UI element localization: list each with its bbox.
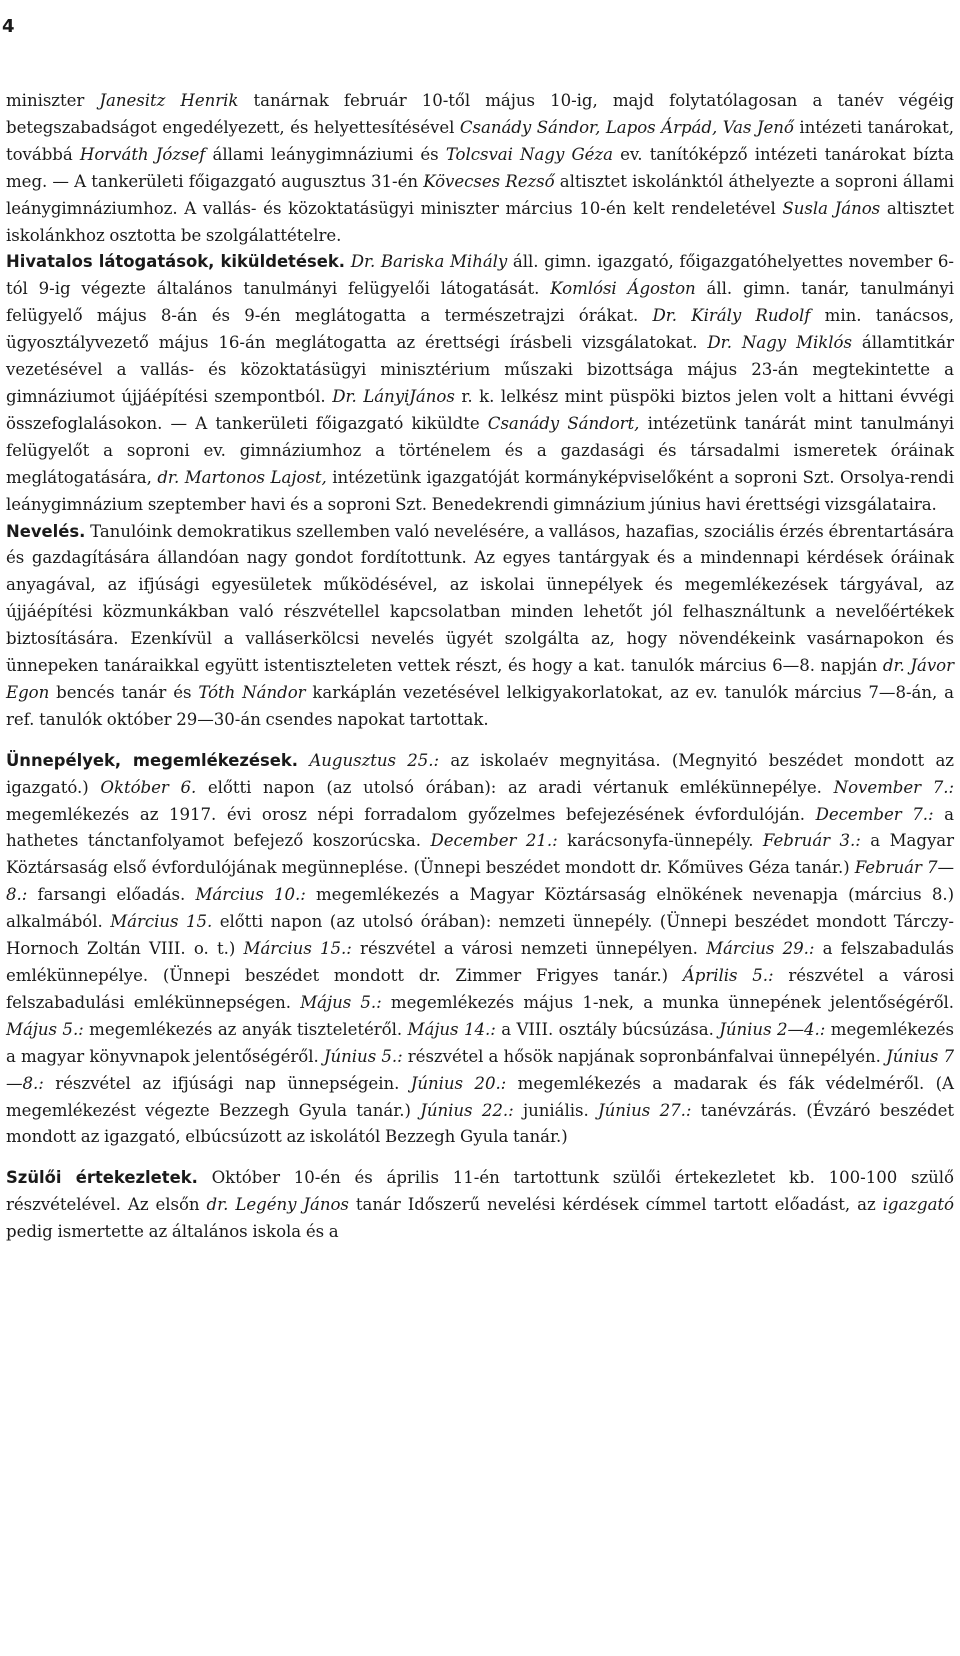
section-heading: Ünnepélyek, megemlékezések. [6,750,299,770]
text-run: előtti napon (az utolsó órában): az aradi vértanuk emlékünnepélye. [196,777,834,797]
text-run: Tanulóink demokratikus szellemben való nevelésére, a vallásos, hazafias, szociális érzés ébrentartására és gazdagítására állandóan nagy gondot fordítottunk. Az egyes tantárgyak és a mindennapi kérdések óráinak anyagával, az ifjúsági egyesületek működésével, az iskolai ünnepélyek és megemlékezések tárgyával, az újjáépítési közmunkákban való részvétellel kapcsolatban minden lehetőt jól felhasználtunk a nevelőértékek biztosítására. Ezenkívül a valláserkölcsi nevelés ügyét szolgálta az, hogy növendékeink vasárnapokon és ünnepeken tanáraikkal együtt istentiszteleten vettek részt, és hogy a kat. tanulók március 6—8. napján [6,521,954,676]
paragraph-parent-meetings [6,1165,954,1246]
text-run: karkáplán vezetésével lelkigyakorlatokat, az ev. tanulók március 7—8-án, a ref. tanulók október 29—30-án csendes napokat tartottak. [6,682,954,729]
text-run: tanárnak február 10-től május 10-ig, majd folytatólagosan a tanév végéig betegszabadságot engedélyezett, és helyettesítésével [6,91,954,137]
text-run: államtitkár vezetésével a vallás- és közoktatásügyi minisztérium műszaki bizottsága május 23-án megtekintette a gimnáziumot újjáépítési szempontból. [6,333,954,406]
text-run: a felszabadulás emlékünnepélye. (Ünnepi beszédet mondott dr. Zimmer Frigyes tanár.) [6,939,955,985]
section-heading: Nevelés. [6,521,86,541]
italic-name: Február 7—8.: [6,858,954,905]
text-run: tanár Időszerű nevelési kérdések címmel tartott előadást, az [348,1195,883,1215]
text-run: a Magyar Köztársaság első évfordulójának megünneplése. (Ünnepi beszédet mondott dr. Kőmüves Géza tanár.) [6,831,954,878]
italic-name: Kövecses Rezső [423,171,555,191]
italic-name: Március 10.: [195,885,306,905]
text-run: juniális. [513,1100,599,1120]
italic-name: Dr. LányiJános [332,386,455,406]
paragraph-staff-changes [6,88,954,249]
italic-name: Március 15.: [243,939,352,959]
page-number: 4 [2,16,15,37]
section-heading: Szülői értekezletek. [6,1168,198,1188]
paragraph-official-visits [6,249,954,518]
text-run: megemlékezés a madarak és fák védelméről. (A megemlékezést végezte Bezzegh Gyula tanár.) [6,1073,954,1120]
italic-name: November 7.: [833,777,954,797]
text-run: miniszter [6,91,100,110]
italic-name: Susla János [782,198,881,218]
italic-name: December 7.: [815,804,934,824]
italic-name: Dr. Király Rudolf [652,306,811,326]
text-run: áll. gimn. igazgató, főigazgatóhelyettes november 6-tól 9-ig végezte általános tanulmányi felügyelői látogatását. [6,252,954,299]
text-run: min. tanácsos, ügyosztályvezető május 16-án meglátogatta az érettségi írásbeli vizsgálatokat. [6,306,954,353]
italic-name: Janesitz Henrik [99,91,239,110]
italic-name: Június 2—4.: [719,1019,826,1039]
italic-name: Június 20.: [410,1073,507,1093]
italic-name: Június 22.: [420,1100,514,1120]
italic-name: Horváth József [79,144,206,164]
italic-name: December 21.: [430,831,558,851]
text-run: intézetünk tanárát mint tanulmányi felügyelőt a soproni ev. gimnáziumhoz a történelem és a gazdasági és társadalmi ismeretek óráinak meglátogatására, [6,413,955,487]
document-body [6,88,954,1246]
text-run: bencés tanár és [49,682,199,702]
text-run: részvétel az ifjúsági nap ünnepségein. [43,1073,411,1093]
text-run: intézetünk igazgatóját kormányképviselőként a soproni Szt. Orsolya-rendi leánygimnázium szeptember havi és a soproni Szt. Benedekrendi gimnázium június havi érettségi vizsgálataira. [6,467,955,514]
italic-name: dr. Martonos Lajost, [157,467,327,487]
text-run: megemlékezés az anyák tiszteletéről. [83,1019,408,1039]
italic-name: Tóth Nándor [198,682,306,702]
italic-name: Június 5.: [323,1046,403,1066]
text-run: az iskolaév megnyitása. (Megnyitó beszédet mondott az igazgató.) [6,750,954,797]
text-run: karácsonyfa-ünnepély. [557,831,763,851]
text-run: Október 10-én és április 11-én tartottunk szülői értekezletet kb. 100-100 szülő részvételével. Az elsőn [6,1168,954,1215]
italic-name: Március 29.: [706,939,815,959]
text-run: r. k. lelkész mint püspöki biztos jelen volt a hittani évvégi összefoglalásokon. — A tankerületi főigazgató kiküldte [6,386,954,433]
italic-name: Augusztus 25.: [309,750,440,770]
text-run: altisztet iskolánkhoz osztotta be szolgálattételre. [6,198,954,245]
italic-name: Május 5.: [300,992,382,1012]
text-run: tanévzárás. (Évzáró beszédet mondott az igazgató, elbúcsúzott az iskolától Bezzegh Gyula tanár.) [6,1100,954,1147]
italic-name: dr. Legény János [206,1195,349,1215]
text-run: áll. gimn. tanár, tanulmányi felügyelő május 8-án és 9-én meglátogatta a természetrajzi órákat. [6,279,955,326]
italic-name: Komlósi Ágoston [550,279,696,299]
text-run: ev. tanítóképző intézeti tanárokat bízta meg. — A tankerületi főigazgató augusztus 31-én [6,144,954,191]
italic-name: Október 6. [100,777,197,797]
text-run: megemlékezés a magyar könyvnapok jelentőségéről. [6,1019,954,1066]
text-run: pedig ismertette az általános iskola és a [6,1222,339,1242]
italic-name: Csanády Sándort, [487,413,640,433]
text-run: a VIII. osztály búcsúzása. [495,1019,720,1039]
text-run: részvétel a városi felszabadulási emlékünnepségen. [6,966,955,1012]
paragraph-celebrations [6,748,954,1152]
italic-name: Június 7—8.: [6,1046,955,1093]
text-run: intézeti tanárokat, továbbá [6,117,954,164]
italic-name: Március 15. [110,912,213,932]
text-run: altisztet iskolánktól áthelyezte a soproni állami leánygimnáziumhoz. A vallás- és közoktatásügyi miniszter március 10-én kelt rendeletével [6,171,954,218]
section-heading: Hivatalos látogatások, kiküldetések. [6,252,346,272]
italic-name: Csanády Sándor, Lapos Árpád, Vas Jenő [459,117,794,137]
text-run: megemlékezés a Magyar Köztársaság elnökének nevenapja (március 8.) alkalmából. [6,885,954,932]
text-run: részvétel a városi nemzeti ünnepélyen. [351,939,707,959]
italic-name: dr. Jávor Egon [6,656,954,702]
text-run: állami leánygimnáziumi és [205,144,446,164]
text-run: részvétel a hősök napjának sopronbánfalvai ünnepélyén. [402,1046,887,1066]
italic-name: Dr. Nagy Miklós [707,333,852,353]
italic-name: Tolcsvai Nagy Géza [445,144,613,164]
italic-name: Dr. Bariska Mihály [350,252,508,272]
italic-name: Május 5.: [6,1019,84,1039]
italic-name: igazgató [882,1195,954,1215]
paragraph-education [6,519,954,734]
text-run: megemlékezés május 1-nek, a munka ünnepének jelentőségéről. [381,992,954,1012]
italic-name: Június 27.: [598,1100,692,1120]
text-run: előtti napon (az utolsó órában): nemzeti ünnepély. (Ünnepi beszédet mondott Tárczy-Hornoch Zoltán VIII. o. t.) [6,912,954,959]
text-run: megemlékezés az 1917. évi orosz népi forradalom győzelmes befejezésének évfordulóján. [6,804,816,824]
italic-name: Február 3.: [762,831,861,851]
italic-name: Április 5.: [682,966,774,985]
italic-name: Május 14.: [407,1019,496,1039]
text-run [298,751,309,770]
text-run: farsangi előadás. [27,885,196,905]
text-run: a hathetes tánctanfolyamot befejező koszorúcska. [6,804,954,851]
